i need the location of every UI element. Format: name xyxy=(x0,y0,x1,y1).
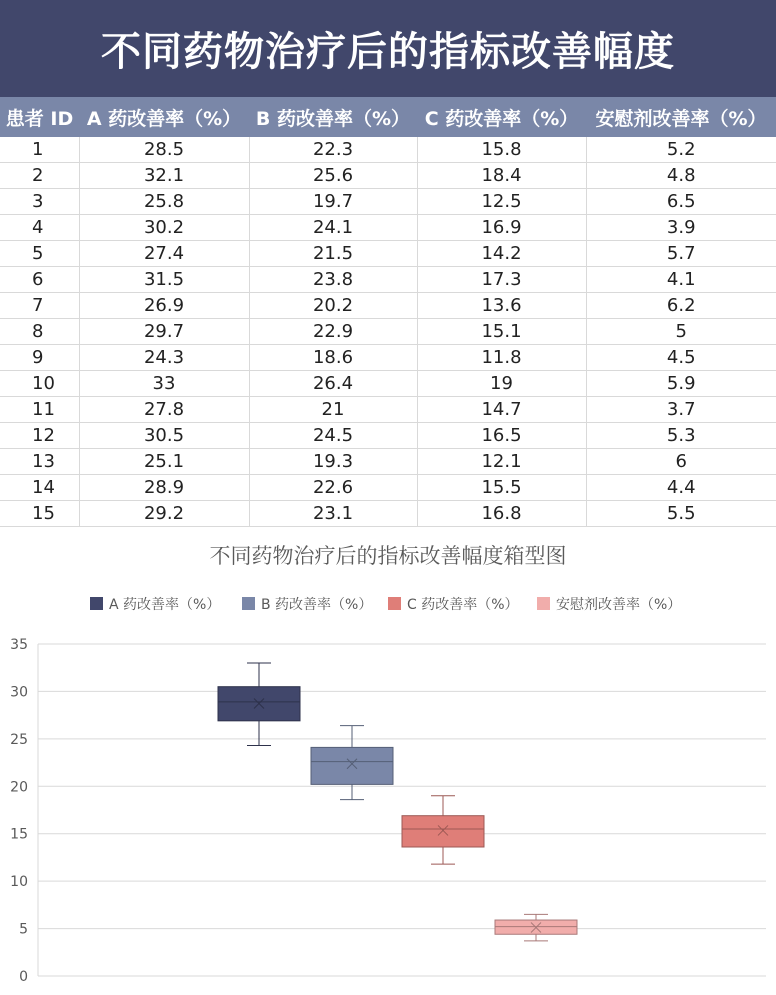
data-table xyxy=(0,97,776,527)
cell-drug-a: 26.9 xyxy=(79,293,249,319)
table-row xyxy=(0,449,776,475)
column-header-drug-c: C 药改善率（%） xyxy=(417,97,586,137)
cell-patient-id: 4 xyxy=(0,215,79,241)
cell-placebo: 4.8 xyxy=(586,163,776,189)
y-tick-label: 25 xyxy=(10,731,28,748)
cell-drug-c: 11.8 xyxy=(417,345,586,371)
legend-swatch xyxy=(537,597,550,610)
cell-drug-c: 16.5 xyxy=(417,423,586,449)
legend-swatch xyxy=(90,597,103,610)
table-row xyxy=(0,371,776,397)
cell-drug-c: 16.8 xyxy=(417,501,586,527)
cell-drug-a: 32.1 xyxy=(79,163,249,189)
cell-patient-id: 11 xyxy=(0,397,79,423)
cell-drug-b: 22.9 xyxy=(249,319,417,345)
cell-drug-b: 23.1 xyxy=(249,501,417,527)
table-row xyxy=(0,475,776,501)
cell-drug-b: 24.1 xyxy=(249,215,417,241)
cell-placebo: 3.7 xyxy=(586,397,776,423)
table-row xyxy=(0,267,776,293)
cell-placebo: 5.2 xyxy=(586,137,776,163)
cell-drug-a: 30.5 xyxy=(79,423,249,449)
cell-drug-b: 25.6 xyxy=(249,163,417,189)
cell-drug-c: 16.9 xyxy=(417,215,586,241)
box-series-2 xyxy=(311,726,393,800)
cell-drug-a: 28.9 xyxy=(79,475,249,501)
cell-drug-a: 33 xyxy=(79,371,249,397)
page-title: 不同药物治疗后的指标改善幅度 xyxy=(101,29,675,75)
chart-title: 不同药物治疗后的指标改善幅度箱型图 xyxy=(209,544,567,568)
cell-patient-id: 8 xyxy=(0,319,79,345)
cell-drug-a: 25.8 xyxy=(79,189,249,215)
legend-label: 安慰剂改善率（%） xyxy=(556,597,682,613)
column-header-drug-a: A 药改善率（%） xyxy=(79,97,249,137)
legend-label: B 药改善率（%） xyxy=(261,597,373,613)
cell-placebo: 5.7 xyxy=(586,241,776,267)
cell-drug-a: 28.5 xyxy=(79,137,249,163)
cell-drug-c: 15.5 xyxy=(417,475,586,501)
cell-patient-id: 7 xyxy=(0,293,79,319)
cell-drug-c: 19 xyxy=(417,371,586,397)
cell-drug-a: 31.5 xyxy=(79,267,249,293)
cell-placebo: 6.2 xyxy=(586,293,776,319)
box-plot-chart xyxy=(0,527,776,995)
cell-drug-a: 30.2 xyxy=(79,215,249,241)
cell-patient-id: 5 xyxy=(0,241,79,267)
table-row xyxy=(0,501,776,527)
cell-placebo: 6.5 xyxy=(586,189,776,215)
cell-placebo: 5.3 xyxy=(586,423,776,449)
box-series-3 xyxy=(402,796,484,864)
cell-drug-b: 22.3 xyxy=(249,137,417,163)
cell-drug-a: 25.1 xyxy=(79,449,249,475)
table-row xyxy=(0,215,776,241)
table-row xyxy=(0,397,776,423)
cell-patient-id: 6 xyxy=(0,267,79,293)
cell-placebo: 3.9 xyxy=(586,215,776,241)
cell-placebo: 5.9 xyxy=(586,371,776,397)
cell-patient-id: 1 xyxy=(0,137,79,163)
cell-drug-a: 27.8 xyxy=(79,397,249,423)
box-iqr xyxy=(402,816,484,847)
cell-placebo: 4.1 xyxy=(586,267,776,293)
cell-patient-id: 9 xyxy=(0,345,79,371)
table-row xyxy=(0,423,776,449)
cell-drug-c: 15.8 xyxy=(417,137,586,163)
cell-drug-a: 29.7 xyxy=(79,319,249,345)
legend-label: C 药改善率（%） xyxy=(407,597,519,613)
y-tick-label: 0 xyxy=(19,969,28,985)
cell-drug-b: 19.3 xyxy=(249,449,417,475)
y-tick-label: 5 xyxy=(19,921,28,938)
cell-patient-id: 15 xyxy=(0,501,79,527)
cell-drug-b: 20.2 xyxy=(249,293,417,319)
table-header xyxy=(0,97,776,137)
y-tick-label: 20 xyxy=(10,779,28,796)
cell-drug-b: 23.8 xyxy=(249,267,417,293)
chart-svg xyxy=(0,527,776,995)
table-body xyxy=(0,137,776,527)
cell-placebo: 6 xyxy=(586,449,776,475)
cell-placebo: 4.5 xyxy=(586,345,776,371)
cell-drug-c: 13.6 xyxy=(417,293,586,319)
y-tick-label: 10 xyxy=(10,874,28,891)
legend-label: A 药改善率（%） xyxy=(109,597,221,613)
y-tick-label: 35 xyxy=(10,637,28,653)
cell-drug-b: 19.7 xyxy=(249,189,417,215)
table-row xyxy=(0,241,776,267)
cell-drug-c: 12.5 xyxy=(417,189,586,215)
legend-swatch xyxy=(388,597,401,610)
table-row xyxy=(0,319,776,345)
legend-swatch xyxy=(242,597,255,610)
cell-drug-b: 21 xyxy=(249,397,417,423)
cell-drug-b: 24.5 xyxy=(249,423,417,449)
cell-placebo: 5.5 xyxy=(586,501,776,527)
title-banner xyxy=(0,0,776,97)
y-tick-label: 15 xyxy=(10,826,28,843)
cell-drug-a: 27.4 xyxy=(79,241,249,267)
table-row xyxy=(0,163,776,189)
cell-drug-a: 24.3 xyxy=(79,345,249,371)
cell-patient-id: 3 xyxy=(0,189,79,215)
table-row xyxy=(0,293,776,319)
cell-placebo: 4.4 xyxy=(586,475,776,501)
y-tick-label: 30 xyxy=(10,684,28,701)
box-iqr xyxy=(311,747,393,784)
cell-drug-a: 29.2 xyxy=(79,501,249,527)
cell-patient-id: 14 xyxy=(0,475,79,501)
table-row xyxy=(0,189,776,215)
box-series-1 xyxy=(218,663,300,746)
column-header-drug-b: B 药改善率（%） xyxy=(249,97,417,137)
cell-drug-c: 12.1 xyxy=(417,449,586,475)
cell-patient-id: 13 xyxy=(0,449,79,475)
table-row xyxy=(0,137,776,163)
table-row xyxy=(0,345,776,371)
cell-patient-id: 10 xyxy=(0,371,79,397)
cell-drug-b: 21.5 xyxy=(249,241,417,267)
cell-drug-c: 17.3 xyxy=(417,267,586,293)
box-series-4 xyxy=(495,914,577,941)
cell-drug-b: 22.6 xyxy=(249,475,417,501)
cell-placebo: 5 xyxy=(586,319,776,345)
cell-drug-b: 26.4 xyxy=(249,371,417,397)
cell-drug-c: 15.1 xyxy=(417,319,586,345)
cell-patient-id: 12 xyxy=(0,423,79,449)
column-header-patient-id: 患者 ID xyxy=(0,97,79,137)
cell-drug-c: 14.7 xyxy=(417,397,586,423)
column-header-placebo: 安慰剂改善率（%） xyxy=(586,97,776,137)
cell-drug-c: 14.2 xyxy=(417,241,586,267)
cell-drug-b: 18.6 xyxy=(249,345,417,371)
cell-patient-id: 2 xyxy=(0,163,79,189)
cell-drug-c: 18.4 xyxy=(417,163,586,189)
